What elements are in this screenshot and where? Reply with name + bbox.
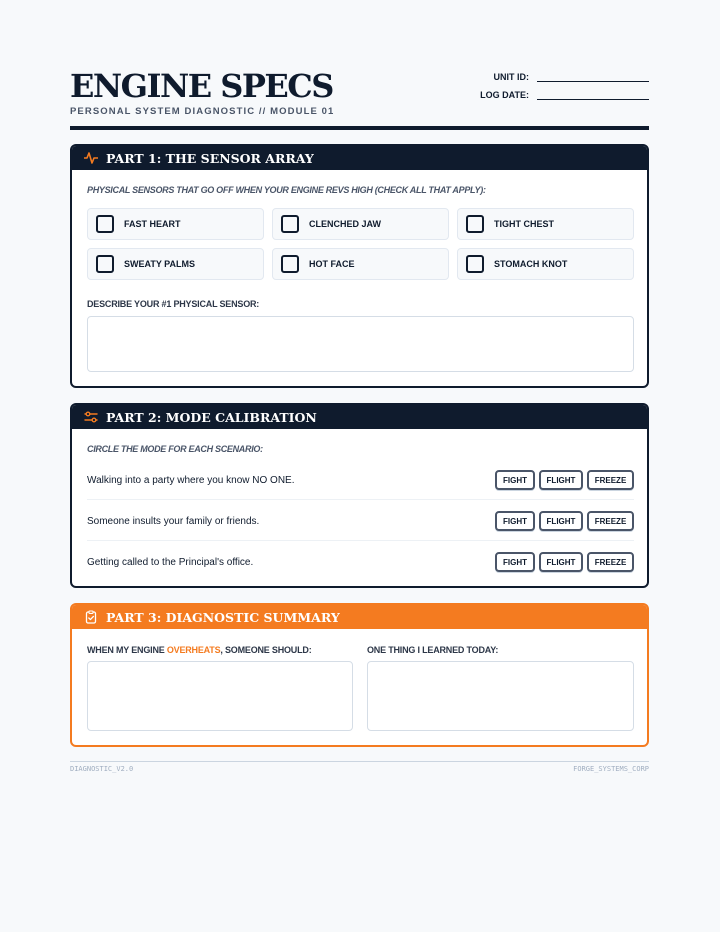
scenario-text: Someone insults your family or friends. — [87, 515, 260, 527]
header-divider — [70, 126, 649, 130]
part1-title: PART 1: THE SENSOR ARRAY — [106, 150, 314, 166]
checkbox[interactable] — [96, 255, 114, 273]
sensor-hot-face[interactable] — [272, 248, 449, 280]
sensor-tight-chest[interactable] — [457, 208, 634, 240]
overheat-label-pre: WHEN MY ENGINE — [87, 645, 167, 655]
scenario-row — [87, 549, 634, 575]
checkbox[interactable] — [281, 215, 299, 233]
scenario-text: Getting called to the Principal's office. — [87, 556, 254, 568]
part2-section — [70, 403, 649, 588]
sensor-fast-heart[interactable] — [87, 208, 264, 240]
mode-fight-option[interactable]: FIGHT — [495, 470, 535, 490]
mode-freeze-option[interactable]: FREEZE — [587, 511, 634, 531]
unit-id-field[interactable] — [537, 73, 649, 82]
pulse-icon — [84, 151, 98, 165]
footer-version: DIAGNOSTIC_V2.0 — [70, 765, 134, 773]
mode-fight-option[interactable]: FIGHT — [495, 552, 535, 572]
mode-freeze-option[interactable]: FREEZE — [587, 552, 634, 572]
overheat-label — [87, 645, 312, 655]
unit-id-row — [494, 72, 650, 82]
part3-title: PART 3: DIAGNOSTIC SUMMARY — [106, 609, 340, 625]
sensor-label: SWEATY PALMS — [124, 259, 196, 269]
log-date-row — [480, 90, 649, 100]
part1-section — [70, 144, 649, 388]
checkbox[interactable] — [281, 255, 299, 273]
describe-sensor-label: DESCRIBE YOUR #1 PHYSICAL SENSOR: — [87, 299, 260, 309]
scenario-text: Walking into a party where you know NO ONE. — [87, 474, 295, 486]
part2-instruction: CIRCLE THE MODE FOR EACH SCENARIO: — [87, 444, 263, 454]
part1-instruction: PHYSICAL SENSORS THAT GO OFF WHEN YOUR ENGINE REVS HIGH (CHECK ALL THAT APPLY): — [87, 185, 486, 195]
page-subtitle: PERSONAL SYSTEM DIAGNOSTIC // MODULE 01 — [70, 106, 335, 117]
checkbox[interactable] — [466, 255, 484, 273]
overheat-response-field[interactable] — [87, 661, 353, 731]
part2-header — [72, 405, 647, 429]
checkbox[interactable] — [96, 215, 114, 233]
log-date-label: LOG DATE: — [480, 90, 529, 100]
sensor-label: FAST HEART — [124, 219, 181, 229]
mode-freeze-option[interactable]: FREEZE — [587, 470, 634, 490]
mode-fight-option[interactable]: FIGHT — [495, 511, 535, 531]
unit-id-label: UNIT ID: — [493, 72, 529, 82]
part3-header — [72, 605, 647, 629]
log-date-field[interactable] — [537, 91, 649, 100]
part3-section — [70, 603, 649, 747]
footer-divider — [70, 761, 649, 762]
row-divider — [87, 540, 634, 541]
clipboard-check-icon — [84, 610, 98, 624]
sensor-checklist — [87, 208, 634, 280]
sensor-clenched-jaw[interactable] — [272, 208, 449, 240]
learned-label: ONE THING I LEARNED TODAY: — [367, 645, 499, 655]
mode-flight-option[interactable]: FLIGHT — [539, 511, 583, 531]
sensor-label: HOT FACE — [309, 259, 355, 269]
sensor-label: TIGHT CHEST — [494, 219, 554, 229]
mode-options — [495, 470, 634, 490]
checkbox[interactable] — [466, 215, 484, 233]
mode-options — [495, 552, 634, 572]
row-divider — [87, 499, 634, 500]
overheat-label-post: , SOMEONE SHOULD: — [220, 645, 312, 655]
sensor-label: CLENCHED JAW — [309, 219, 382, 229]
mode-flight-option[interactable]: FLIGHT — [539, 552, 583, 572]
scenario-row — [87, 508, 634, 534]
learned-response-field[interactable] — [367, 661, 634, 731]
page-title: ENGINE SPECS — [70, 67, 333, 105]
describe-sensor-field[interactable] — [87, 316, 634, 372]
overheat-highlight: OVERHEATS — [166, 645, 221, 655]
mode-options — [495, 511, 634, 531]
part1-header — [72, 146, 647, 170]
part2-title: PART 2: MODE CALIBRATION — [106, 409, 317, 425]
mode-flight-option[interactable]: FLIGHT — [539, 470, 583, 490]
footer-brand: FORGE_SYSTEMS_CORP — [573, 765, 649, 773]
sensor-label: STOMACH KNOT — [494, 259, 568, 269]
sensor-sweaty-palms[interactable] — [87, 248, 264, 280]
sensor-stomach-knot[interactable] — [457, 248, 634, 280]
sliders-icon — [84, 410, 98, 424]
scenario-row — [87, 467, 634, 493]
